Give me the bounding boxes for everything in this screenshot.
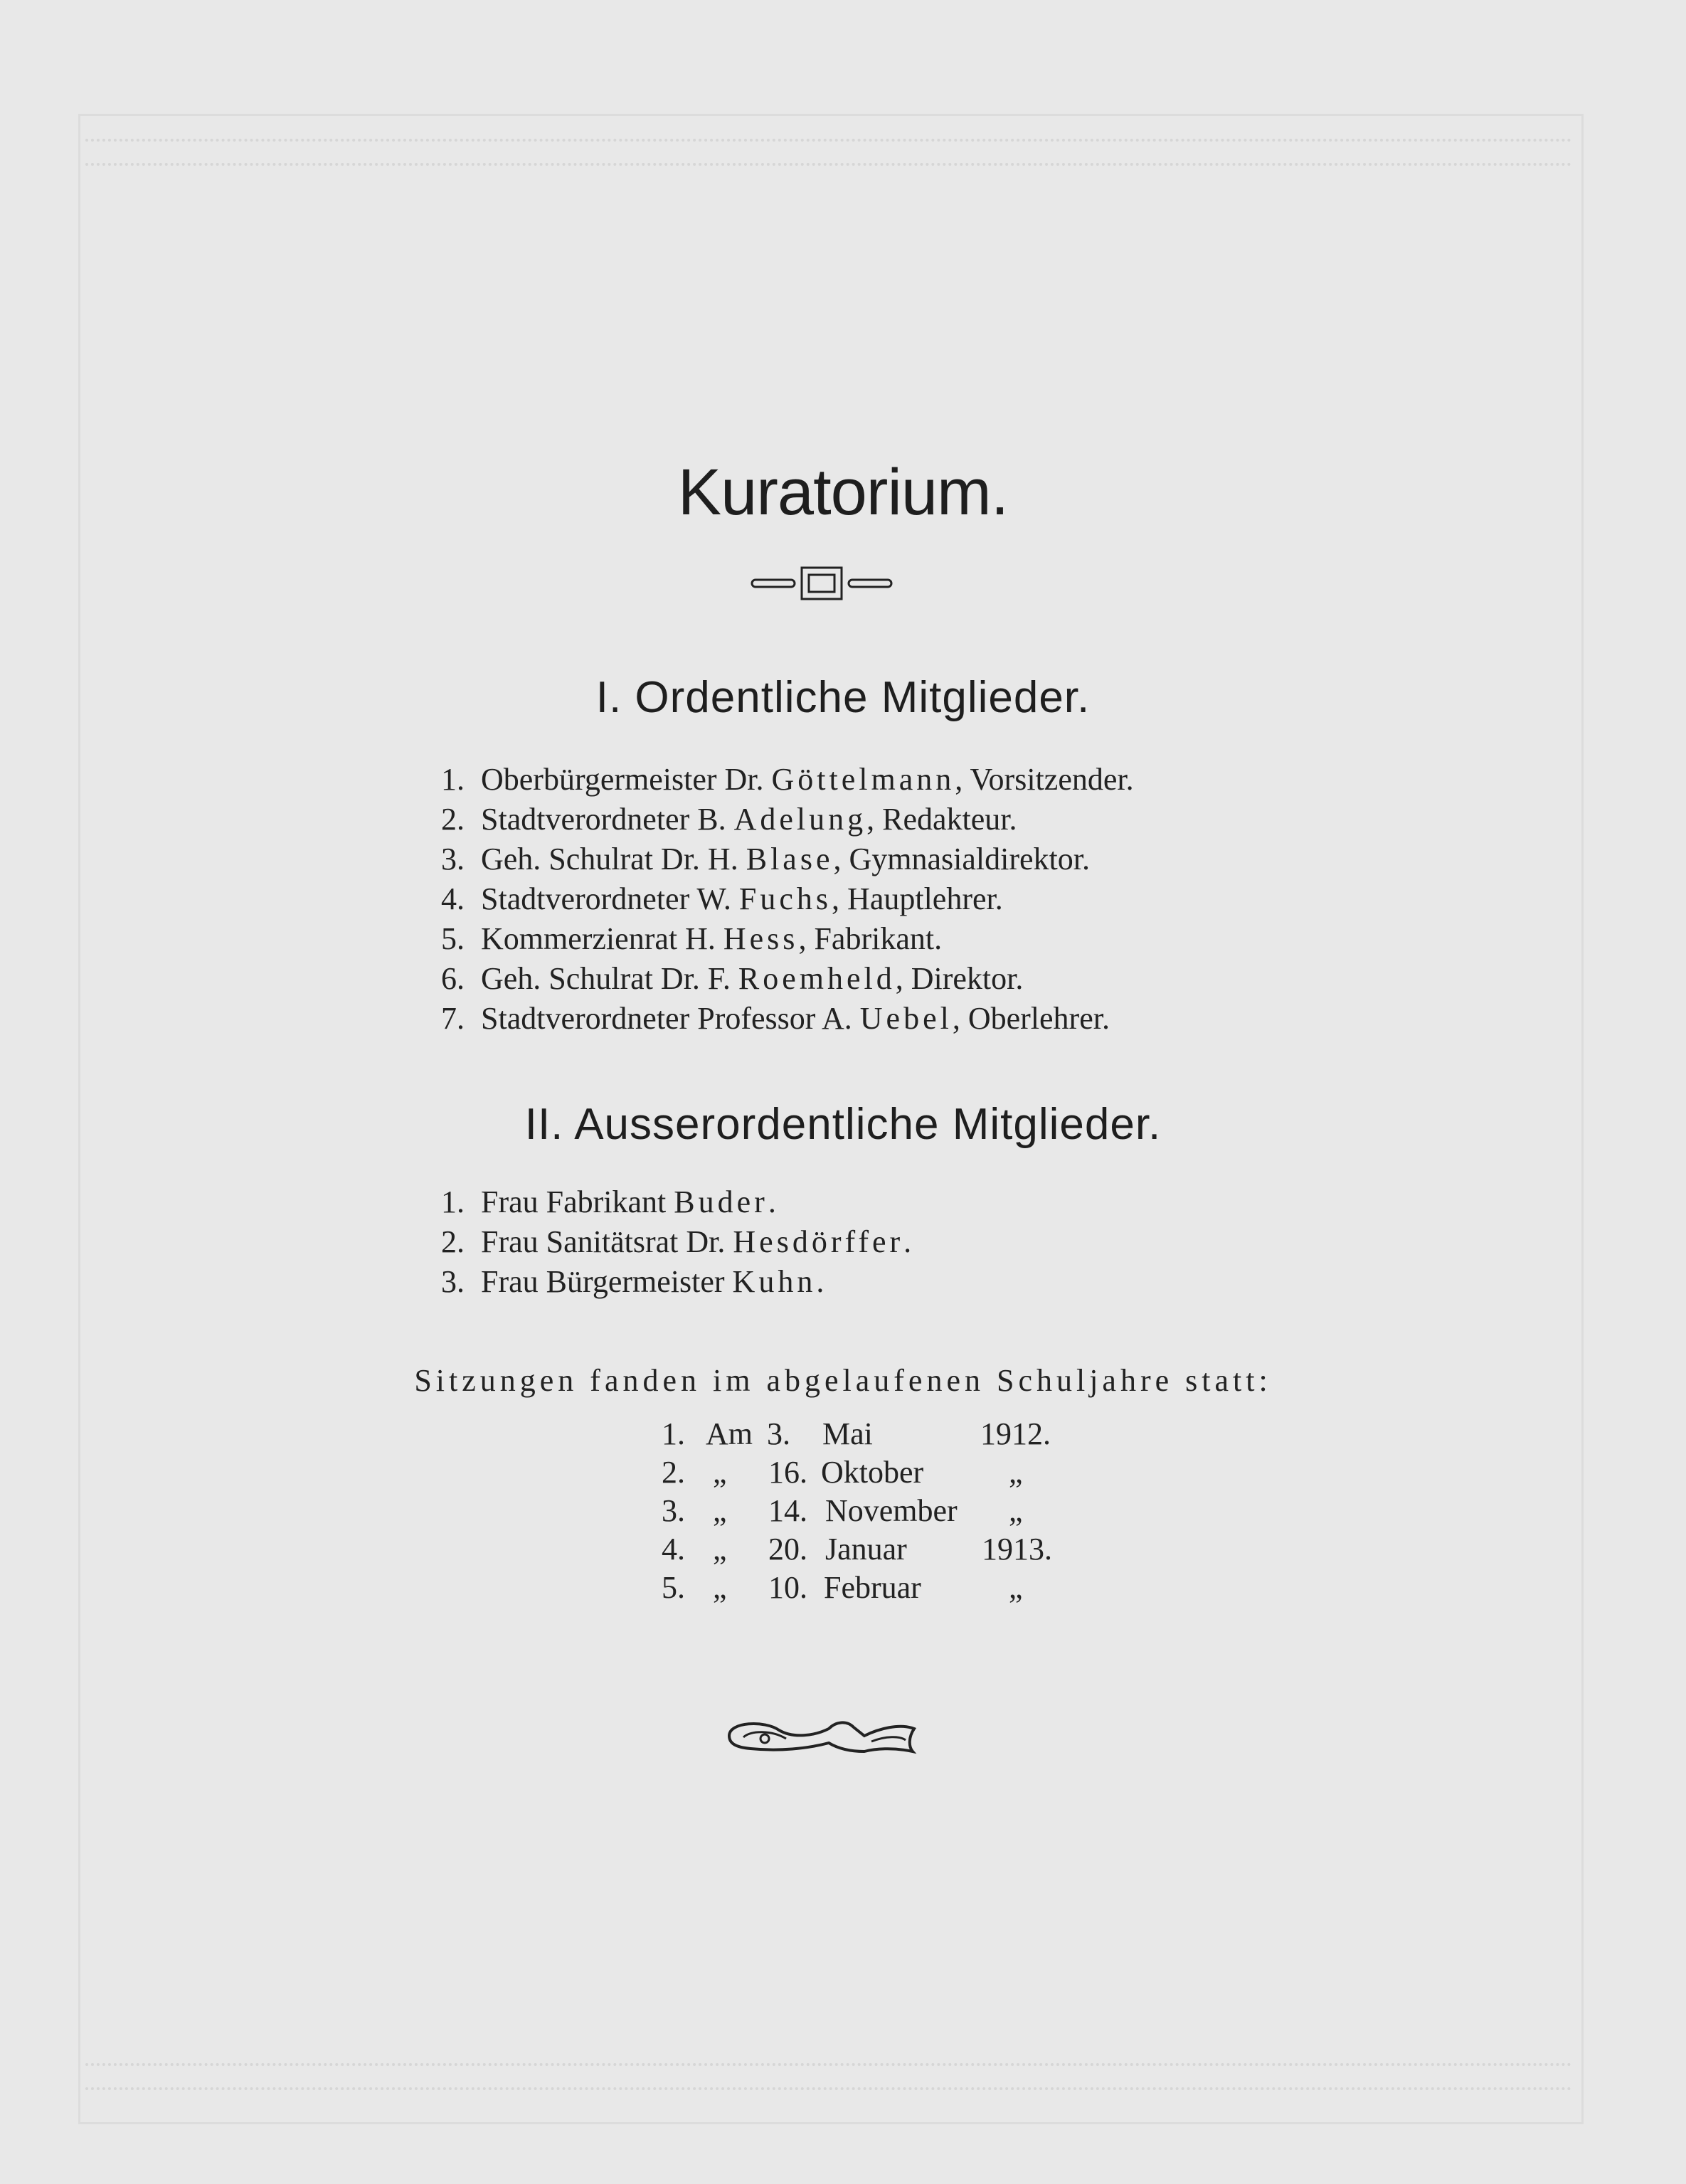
sessions-intro: Sitzungen fanden im abgelaufenen Schuljahre statt:: [414, 1363, 1272, 1398]
list-item: 3. Geh. Schulrat Dr. H. Blase, Gymnasialdirektor.: [441, 842, 1090, 876]
tailpiece-ornament-icon: [722, 1707, 921, 1757]
divider-ornament-icon: [751, 562, 893, 605]
section-heading-ausserordentliche: II. Ausserordentliche Mitglieder.: [524, 1100, 1162, 1149]
list-item: 7. Stadtverordneter Professor A. Uebel, Oberlehrer.: [441, 1001, 1110, 1036]
list-item: 3. Frau Bürgermeister Kuhn.: [441, 1264, 825, 1299]
decorative-border-bottom: [85, 2063, 1572, 2090]
decorative-border-top: [85, 139, 1572, 166]
list-item: 2. Frau Sanitätsrat Dr. Hesdörffer.: [441, 1224, 912, 1259]
list-item: 5. Kommerzienrat H. Hess, Fabrikant.: [441, 921, 943, 956]
list-item: 1. Frau Fabrikant Buder.: [441, 1184, 776, 1219]
section-heading-ordentliche: I. Ordentliche Mitglieder.: [595, 673, 1091, 722]
list-item: 2. Stadtverordneter B. Adelung, Redakteur.: [441, 802, 1017, 837]
list-item: 1. Oberbürgermeister Dr. Göttelmann, Vorsitzender.: [441, 762, 1134, 797]
member-list-ordentliche: [441, 760, 1134, 1039]
member-list-ausserordentliche: [441, 1182, 911, 1302]
list-item: 6. Geh. Schulrat Dr. F. Roemheld, Direktor.: [441, 961, 1024, 996]
list-item: 4. Stadtverordneter W. Fuchs, Hauptlehrer.: [441, 881, 1003, 916]
page-title: Kuratorium.: [677, 456, 1009, 529]
page: Kuratorium. I. Ordentliche Mitglieder. 1. Oberbürgermeister Dr. Göttelmann, Vorsitzender. 2. Stadtverordneter B. Adelung, Redakteur. 3. Geh. Schulrat Dr. H. Blase, Gymnasialdirektor. 4. Stadtverordneter W. Fuchs, Hauptlehrer. 5. Kommerzienrat H. Hess, Fabrikant. 6. Geh. Schulrat Dr. F. Roemheld, Direktor. 7. Stadtverordneter Professor A. Uebel, Oberlehrer. II. Ausserordentliche Mitglieder. 1. Frau Fabrikant Buder. 2. Frau Sanitätsrat Dr. Hesdörffer. 3. Frau Bürgermeister Kuhn. Sitzungen fanden im abgelaufenen Schuljahre statt: 1. Am 3. Mai 1912. 2. „ 16. Oktober „ 3. „ 14. November „ 4. „ 20. Januar 1913. 5. „ 10. Februar „: [0, 0, 1686, 2184]
